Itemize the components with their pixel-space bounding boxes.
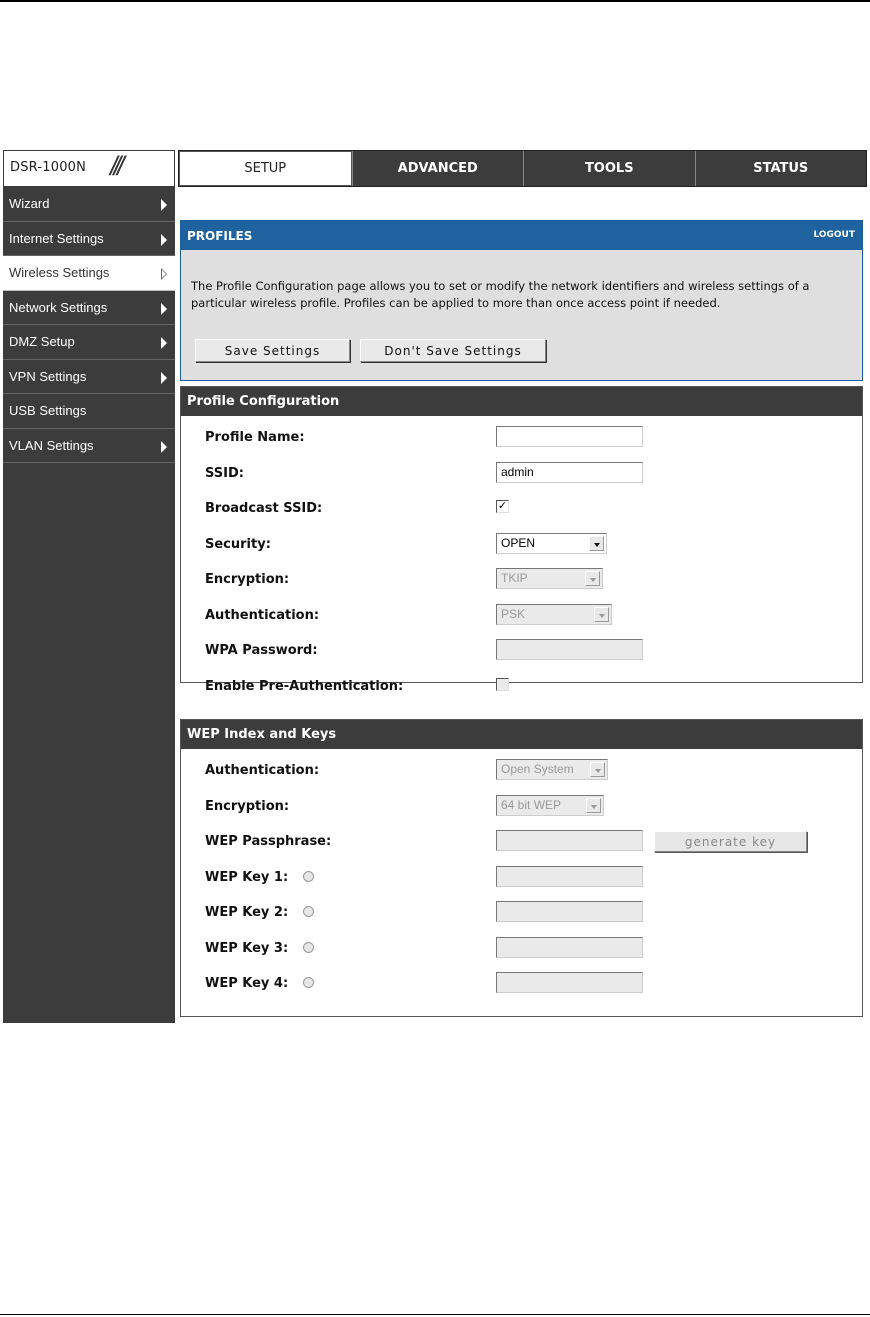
wep-key-4-input[interactable] bbox=[496, 972, 643, 993]
profile-name-row bbox=[181, 420, 862, 456]
sidebar-item-internet-settings[interactable] bbox=[3, 222, 175, 257]
wep-encryption-label: Encryption: bbox=[205, 798, 290, 814]
wpa-password-label: WPA Password: bbox=[205, 643, 318, 658]
wep-authentication-label: Authentication: bbox=[205, 763, 320, 778]
wep-key-1-row bbox=[181, 860, 862, 896]
chevron-down-icon bbox=[585, 571, 600, 586]
wep-key-4-radio[interactable] bbox=[303, 977, 314, 988]
wep-authentication-value: Open System bbox=[501, 762, 574, 776]
security-select[interactable] bbox=[496, 533, 607, 554]
wep-key-3-row bbox=[181, 931, 862, 967]
wep-encryption-row bbox=[181, 789, 862, 825]
broadcast-ssid-row bbox=[181, 491, 862, 527]
wpa-password-input[interactable] bbox=[496, 639, 643, 660]
profiles-panel bbox=[180, 220, 863, 381]
authentication-select[interactable] bbox=[496, 604, 612, 625]
wep-key-2-input[interactable] bbox=[496, 901, 643, 922]
save-settings-button[interactable]: Save Settings bbox=[195, 339, 350, 362]
sidebar-item-vpn-settings[interactable] bbox=[3, 360, 175, 395]
wep-key-1-input[interactable] bbox=[496, 866, 643, 887]
chevron-down-icon bbox=[586, 798, 601, 813]
chevron-down-icon bbox=[589, 536, 604, 551]
sidebar-item-wireless-settings[interactable] bbox=[3, 256, 175, 291]
sidebar-item-network-settings[interactable] bbox=[3, 291, 175, 326]
sidebar-item-label: DMZ Setup bbox=[9, 334, 75, 350]
chevron-down-icon bbox=[594, 607, 609, 622]
tab-tools[interactable]: TOOLS bbox=[523, 151, 695, 186]
wep-authentication-row bbox=[181, 753, 862, 789]
pre-authentication-row bbox=[181, 669, 862, 705]
wep-passphrase-row bbox=[181, 824, 862, 860]
authentication-row bbox=[181, 598, 862, 634]
section-title: Profile Configuration bbox=[181, 387, 862, 416]
tab-setup[interactable]: SETUP bbox=[179, 151, 352, 186]
logout-link[interactable]: LOGOUT bbox=[813, 230, 855, 240]
authentication-label: Authentication: bbox=[205, 607, 320, 623]
sidebar-item-vlan-settings[interactable] bbox=[3, 429, 175, 464]
sidebar-item-label: Wireless Settings bbox=[9, 265, 110, 281]
profiles-header bbox=[181, 221, 862, 250]
wep-key-3-input[interactable] bbox=[496, 937, 643, 958]
tab-status[interactable]: STATUS bbox=[695, 151, 867, 186]
wep-key-4-row bbox=[181, 966, 862, 1002]
ssid-label: SSID: bbox=[205, 465, 244, 481]
top-navigation-bar bbox=[3, 150, 867, 187]
sidebar-item-usb-settings[interactable] bbox=[3, 394, 175, 429]
section-title: WEP Index and Keys bbox=[181, 720, 862, 749]
profile-name-label: Profile Name: bbox=[205, 430, 305, 445]
ssid-row bbox=[181, 456, 862, 492]
chevron-right-icon bbox=[161, 441, 167, 453]
wep-key-3-label: WEP Key 3: bbox=[205, 940, 289, 956]
wep-key-2-row bbox=[181, 895, 862, 931]
broadcast-ssid-label: Broadcast SSID: bbox=[205, 501, 323, 516]
chevron-down-icon bbox=[590, 762, 605, 777]
wep-key-2-radio[interactable] bbox=[303, 906, 314, 917]
wpa-password-row bbox=[181, 633, 862, 669]
sidebar-item-label: Network Settings bbox=[9, 299, 108, 315]
chevron-right-icon bbox=[161, 234, 167, 246]
chevron-right-icon bbox=[161, 337, 167, 349]
chevron-right-icon bbox=[161, 303, 167, 315]
sidebar-item-label: VLAN Settings bbox=[9, 437, 94, 453]
tab-advanced[interactable]: ADVANCED bbox=[352, 151, 524, 186]
sidebar-item-label: VPN Settings bbox=[9, 368, 87, 384]
main-tabs bbox=[178, 150, 867, 187]
chevron-right-icon bbox=[161, 372, 167, 384]
authentication-value: PSK bbox=[501, 606, 526, 621]
page-top-rule bbox=[0, 0, 870, 2]
pre-authentication-checkbox[interactable] bbox=[496, 678, 509, 691]
pre-authentication-label: Enable Pre-Authentication: bbox=[205, 678, 404, 694]
action-buttons bbox=[195, 339, 546, 362]
wep-key-4-label: WEP Key 4: bbox=[205, 976, 289, 991]
sidebar-item-wizard[interactable] bbox=[3, 187, 175, 222]
security-label: Security: bbox=[205, 536, 271, 552]
wep-key-2-label: WEP Key 2: bbox=[205, 905, 289, 920]
encryption-label: Encryption: bbox=[205, 572, 290, 587]
chevron-right-outline-icon bbox=[161, 268, 167, 280]
dont-save-settings-button[interactable]: Don't Save Settings bbox=[360, 339, 546, 362]
wep-key-3-radio[interactable] bbox=[303, 942, 314, 953]
wep-encryption-value: 64 bit WEP bbox=[501, 797, 562, 812]
encryption-row bbox=[181, 562, 862, 598]
page-bottom-rule bbox=[0, 1314, 870, 1315]
wep-section bbox=[180, 719, 863, 1017]
sidebar bbox=[3, 187, 175, 1023]
wep-key-1-radio[interactable] bbox=[303, 871, 314, 882]
broadcast-ssid-checkbox[interactable]: ✓ bbox=[497, 499, 508, 512]
brand-slash-icon: /// bbox=[110, 151, 121, 181]
wep-passphrase-label: WEP Passphrase: bbox=[205, 834, 332, 849]
sidebar-item-label: Wizard bbox=[9, 196, 50, 212]
wep-passphrase-input[interactable] bbox=[496, 830, 643, 851]
profile-name-input[interactable] bbox=[496, 426, 643, 447]
wep-authentication-select[interactable] bbox=[496, 759, 608, 780]
encryption-select[interactable] bbox=[496, 568, 603, 589]
page-description: The Profile Configuration page allows you to set or modify the network identifiers and wireless settings of a particular wireless profile. Profiles can be applied to more than once access point if needed. bbox=[191, 279, 810, 310]
security-row bbox=[181, 527, 862, 563]
security-value: OPEN bbox=[501, 535, 536, 550]
ssid-input[interactable]: admin bbox=[496, 462, 643, 483]
encryption-value: TKIP bbox=[501, 571, 528, 585]
sidebar-item-label: USB Settings bbox=[9, 403, 87, 419]
sidebar-item-label: Internet Settings bbox=[9, 230, 104, 246]
profile-configuration-section bbox=[180, 386, 863, 694]
page-title: PROFILES bbox=[187, 228, 253, 243]
generate-key-button[interactable]: generate key bbox=[654, 831, 807, 852]
wep-encryption-select[interactable] bbox=[496, 795, 604, 816]
wep-key-1-label: WEP Key 1: bbox=[205, 869, 289, 885]
brand-model: DSR-1000N bbox=[10, 160, 87, 175]
brand-logo bbox=[3, 150, 175, 187]
chevron-right-icon bbox=[161, 199, 167, 211]
sidebar-item-dmz-setup[interactable] bbox=[3, 325, 175, 360]
